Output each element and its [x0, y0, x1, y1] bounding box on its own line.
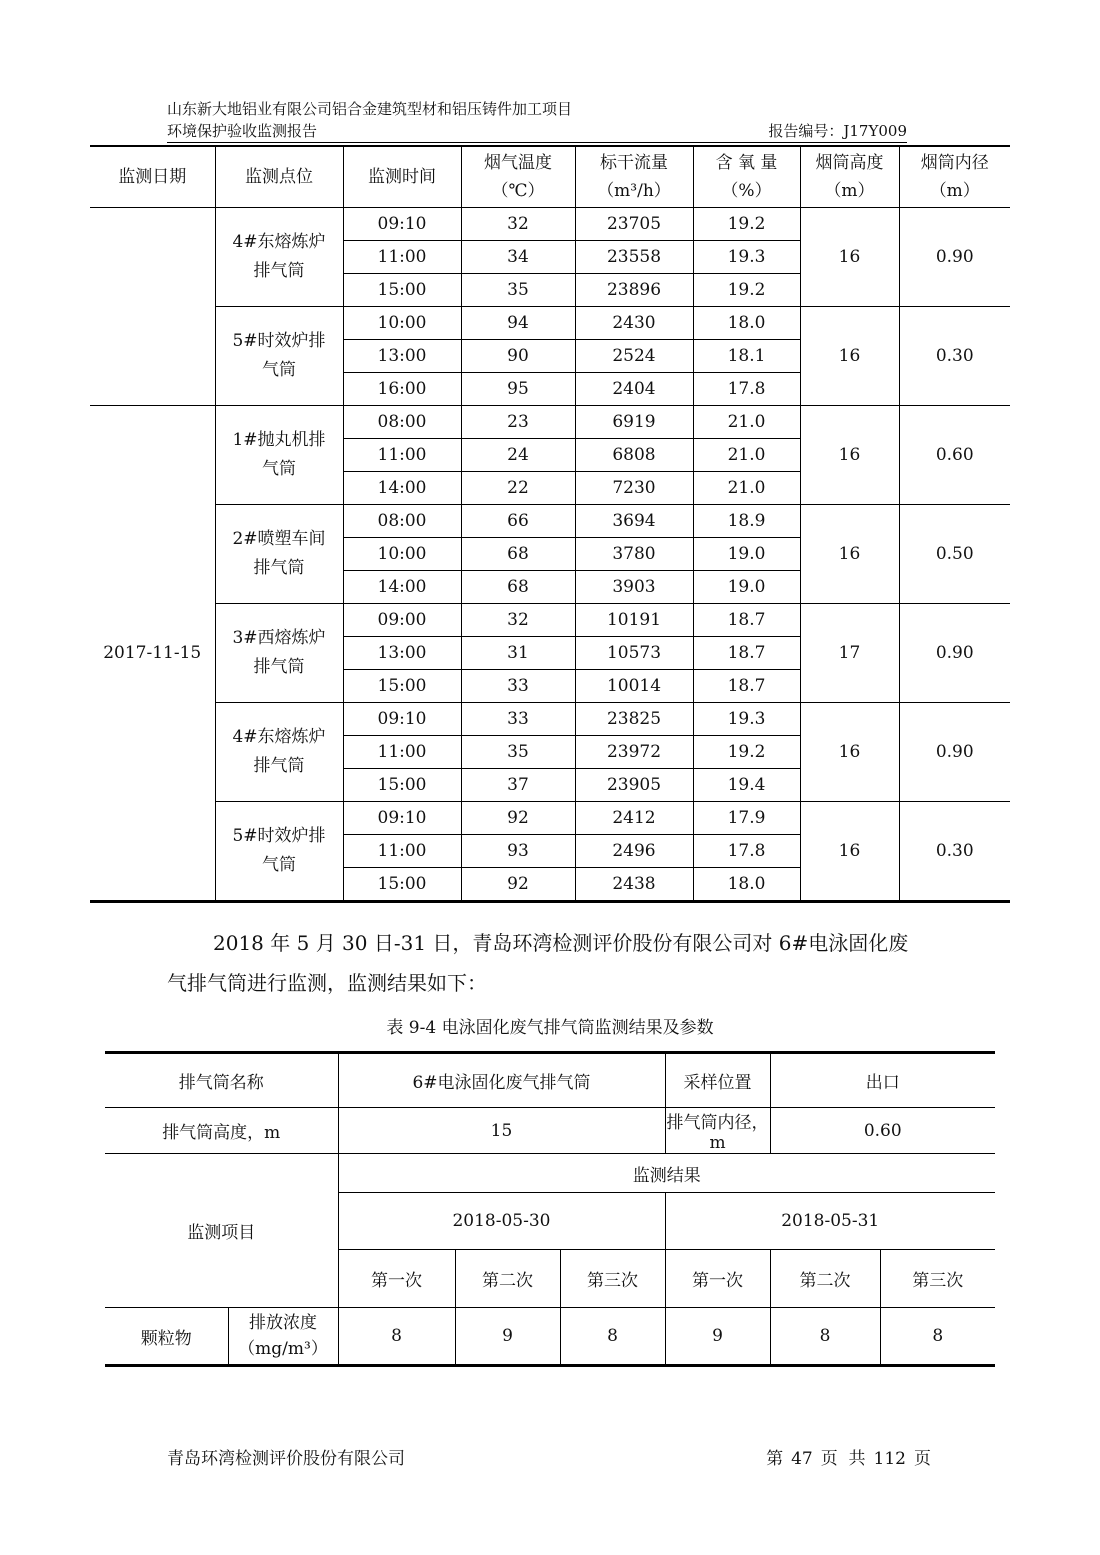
table-row: [90, 505, 1010, 538]
oxygen-cell: 19.0: [693, 538, 800, 571]
time-cell: 13:00: [343, 637, 461, 670]
time-cell: 15:00: [343, 274, 461, 307]
time-cell: 16:00: [343, 373, 461, 406]
flow-cell: 3780: [575, 538, 693, 571]
stack-diameter-value: 0.60: [770, 1108, 995, 1154]
value-cell: 9: [665, 1308, 770, 1366]
flow-cell: 2496: [575, 835, 693, 868]
monitoring-point: 5#时效炉排 气筒: [215, 802, 343, 902]
oxygen-cell: 18.7: [693, 637, 800, 670]
report-number: 报告编号：J17Y009: [768, 122, 907, 140]
height-cell: 17: [800, 604, 899, 703]
value-cell: 8: [560, 1308, 665, 1366]
monitoring-point: 2#喷塑车间 排气筒: [215, 505, 343, 604]
flow-cell: 2404: [575, 373, 693, 406]
oxygen-cell: 18.7: [693, 604, 800, 637]
oxygen-cell: 21.0: [693, 439, 800, 472]
electrophoresis-table: [105, 1051, 995, 1367]
oxygen-cell: 21.0: [693, 472, 800, 505]
temp-cell: 68: [461, 538, 575, 571]
temp-cell: 35: [461, 274, 575, 307]
temp-cell: 66: [461, 505, 575, 538]
value-cell: 9: [455, 1308, 560, 1366]
value-cell: 8: [770, 1308, 880, 1366]
page-number: 第 47 页 共 112 页: [766, 1449, 931, 1469]
table-row: [105, 1053, 995, 1108]
col-date: 监测日期: [90, 146, 215, 208]
temp-cell: 32: [461, 604, 575, 637]
value-cell: 8: [338, 1308, 455, 1366]
temp-cell: 94: [461, 307, 575, 340]
temp-cell: 93: [461, 835, 575, 868]
flow-cell: 23896: [575, 274, 693, 307]
flow-cell: 10191: [575, 604, 693, 637]
table-row: [90, 208, 1010, 241]
time-label: 第二次: [770, 1250, 880, 1308]
temp-cell: 90: [461, 340, 575, 373]
flow-cell: 2412: [575, 802, 693, 835]
flow-cell: 3903: [575, 571, 693, 604]
flow-cell: 2430: [575, 307, 693, 340]
time-cell: 11:00: [343, 835, 461, 868]
table-row: [90, 307, 1010, 340]
item-label: 监测项目: [105, 1154, 338, 1308]
flow-cell: 23705: [575, 208, 693, 241]
stack-diameter-label: 排气筒内径，m: [665, 1108, 770, 1154]
paragraph-line-2: 气排气筒进行监测，监测结果如下：: [167, 971, 487, 995]
col-point: 监测点位: [215, 146, 343, 208]
table-row: [90, 802, 1010, 835]
temp-cell: 95: [461, 373, 575, 406]
time-cell: 14:00: [343, 571, 461, 604]
results-label: 监测结果: [338, 1154, 995, 1193]
monitoring-point: 5#时效炉排 气筒: [215, 307, 343, 406]
table-row: [105, 1308, 995, 1366]
diameter-cell: 0.90: [899, 703, 1010, 802]
stack-height-value: 15: [338, 1108, 665, 1154]
time-label: 第一次: [665, 1250, 770, 1308]
time-cell: 11:00: [343, 736, 461, 769]
oxygen-cell: 19.3: [693, 241, 800, 274]
flow-cell: 23972: [575, 736, 693, 769]
col-flow: 标干流量 （m³/h）: [575, 146, 693, 208]
flow-cell: 6919: [575, 406, 693, 439]
oxygen-cell: 18.9: [693, 505, 800, 538]
paragraph-line-1: 2018 年 5 月 30 日-31 日，青岛环湾检测评价股份有限公司对 6#电泳固化废: [213, 931, 909, 955]
flow-cell: 10014: [575, 670, 693, 703]
diameter-cell: 0.30: [899, 307, 1010, 406]
table-row: [105, 1108, 995, 1154]
temp-cell: 32: [461, 208, 575, 241]
project-title: 山东新大地铝业有限公司铝合金建筑型材和铝压铸件加工项目: [167, 100, 573, 118]
oxygen-cell: 19.4: [693, 769, 800, 802]
value-cell: 8: [880, 1308, 995, 1366]
table-caption: 表 9-4 电泳固化废气排气筒监测结果及参数: [386, 1018, 714, 1038]
oxygen-cell: 18.7: [693, 670, 800, 703]
height-cell: 16: [800, 802, 899, 902]
height-cell: 16: [800, 406, 899, 505]
time-cell: 09:00: [343, 604, 461, 637]
concentration-label: 排放浓度 （mg/m³）: [228, 1308, 338, 1366]
flow-cell: 2524: [575, 340, 693, 373]
paragraph: [167, 923, 937, 1003]
table-row: [90, 604, 1010, 637]
time-cell: 14:00: [343, 472, 461, 505]
table-row: [90, 703, 1010, 736]
temp-cell: 31: [461, 637, 575, 670]
page-header: [167, 98, 907, 142]
stack-height-label: 排气筒高度，m: [105, 1108, 338, 1154]
diameter-cell: 0.60: [899, 406, 1010, 505]
oxygen-cell: 19.2: [693, 274, 800, 307]
sample-position-value: 出口: [770, 1053, 995, 1108]
col-height: 烟筒高度 （m）: [800, 146, 899, 208]
oxygen-cell: 18.0: [693, 307, 800, 340]
flow-cell: 2438: [575, 868, 693, 902]
time-cell: 09:10: [343, 802, 461, 835]
pollutant-name: 颗粒物: [105, 1308, 228, 1366]
time-cell: 08:00: [343, 505, 461, 538]
temp-cell: 33: [461, 703, 575, 736]
oxygen-cell: 19.2: [693, 208, 800, 241]
temp-cell: 23: [461, 406, 575, 439]
sample-position-label: 采样位置: [665, 1053, 770, 1108]
stack-name-value: 6#电泳固化废气排气筒: [338, 1053, 665, 1108]
time-cell: 10:00: [343, 307, 461, 340]
oxygen-cell: 17.9: [693, 802, 800, 835]
date-cell: [90, 208, 215, 406]
temp-cell: 22: [461, 472, 575, 505]
oxygen-cell: 21.0: [693, 406, 800, 439]
height-cell: 16: [800, 208, 899, 307]
oxygen-cell: 19.3: [693, 703, 800, 736]
time-label: 第一次: [338, 1250, 455, 1308]
date-1: 2018-05-30: [338, 1193, 665, 1250]
col-oxygen: 含 氧 量 （%）: [693, 146, 800, 208]
monitoring-point: 4#东熔炼炉 排气筒: [215, 703, 343, 802]
page-footer: [167, 1444, 935, 1469]
header-rule: [167, 142, 907, 143]
height-cell: 16: [800, 703, 899, 802]
oxygen-cell: 17.8: [693, 835, 800, 868]
oxygen-cell: 19.0: [693, 571, 800, 604]
time-label: 第二次: [455, 1250, 560, 1308]
stack-name-label: 排气筒名称: [105, 1053, 338, 1108]
oxygen-cell: 19.2: [693, 736, 800, 769]
diameter-cell: 0.90: [899, 208, 1010, 307]
time-cell: 09:10: [343, 208, 461, 241]
time-cell: 15:00: [343, 868, 461, 902]
col-diameter: 烟筒内径 （m）: [899, 146, 1010, 208]
height-cell: 16: [800, 307, 899, 406]
flow-cell: 7230: [575, 472, 693, 505]
temp-cell: 68: [461, 571, 575, 604]
diameter-cell: 0.90: [899, 604, 1010, 703]
time-cell: 15:00: [343, 670, 461, 703]
monitoring-point: 4#东熔炼炉 排气筒: [215, 208, 343, 307]
monitoring-point: 1#抛丸机排 气筒: [215, 406, 343, 505]
time-cell: 15:00: [343, 769, 461, 802]
temp-cell: 24: [461, 439, 575, 472]
time-cell: 13:00: [343, 340, 461, 373]
time-cell: 10:00: [343, 538, 461, 571]
monitoring-table: [90, 145, 1010, 903]
height-cell: 16: [800, 505, 899, 604]
table-row: [90, 406, 1010, 439]
date-2: 2018-05-31: [665, 1193, 995, 1250]
table-row: [105, 1154, 995, 1193]
diameter-cell: 0.50: [899, 505, 1010, 604]
time-cell: 11:00: [343, 241, 461, 274]
table-header-row: [90, 146, 1010, 208]
flow-cell: 23905: [575, 769, 693, 802]
flow-cell: 3694: [575, 505, 693, 538]
oxygen-cell: 18.1: [693, 340, 800, 373]
time-cell: 08:00: [343, 406, 461, 439]
flow-cell: 6808: [575, 439, 693, 472]
flow-cell: 23825: [575, 703, 693, 736]
oxygen-cell: 17.8: [693, 373, 800, 406]
report-title: 环境保护验收监测报告: [167, 122, 318, 140]
flow-cell: 23558: [575, 241, 693, 274]
monitoring-point: 3#西熔炼炉 排气筒: [215, 604, 343, 703]
flow-cell: 10573: [575, 637, 693, 670]
col-time: 监测时间: [343, 146, 461, 208]
col-temp: 烟气温度 （℃）: [461, 146, 575, 208]
temp-cell: 37: [461, 769, 575, 802]
time-cell: 11:00: [343, 439, 461, 472]
time-label: 第三次: [560, 1250, 665, 1308]
time-cell: 09:10: [343, 703, 461, 736]
temp-cell: 35: [461, 736, 575, 769]
temp-cell: 34: [461, 241, 575, 274]
temp-cell: 92: [461, 802, 575, 835]
time-label: 第三次: [880, 1250, 995, 1308]
temp-cell: 33: [461, 670, 575, 703]
footer-company: 青岛环湾检测评价股份有限公司: [167, 1449, 405, 1469]
date-cell: 2017-11-15: [90, 406, 215, 902]
oxygen-cell: 18.0: [693, 868, 800, 902]
temp-cell: 92: [461, 868, 575, 902]
diameter-cell: 0.30: [899, 802, 1010, 902]
